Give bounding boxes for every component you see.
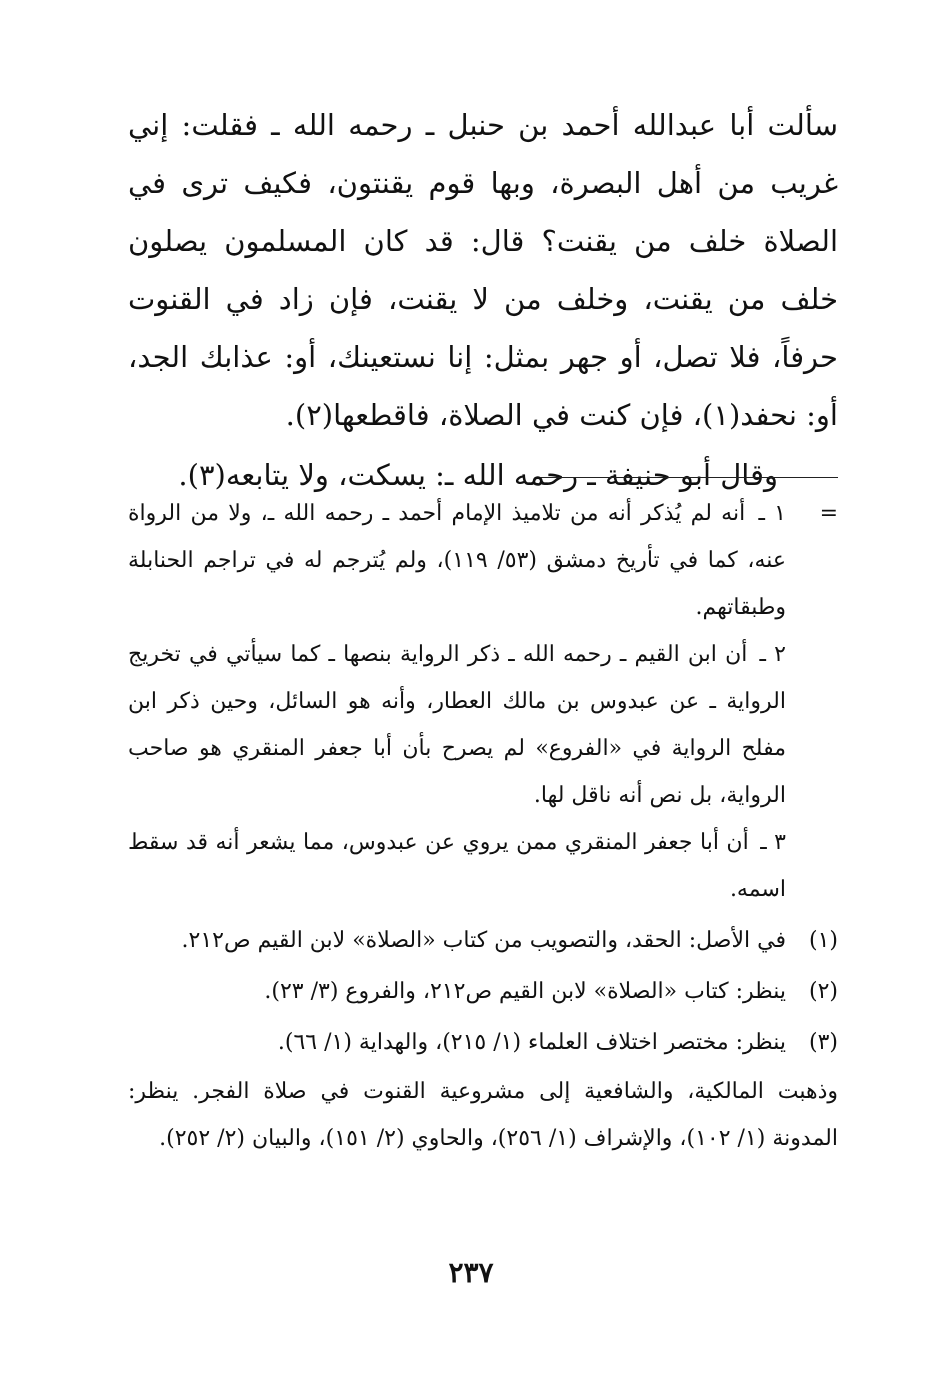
main-paragraph-2: وقال أبو حنيفة ـ رحمه الله ـ: يسكت، ولا يتابعه(٣). xyxy=(178,458,778,492)
main-text xyxy=(128,96,838,504)
continuation-item-text: أن أبا جعفر المنقري ممن يروي عن عبدوس، مما يشعر أنه قد سقط اسمه. xyxy=(128,830,786,902)
footnote-2 xyxy=(128,968,838,1015)
footnote-text: في الأصل: الحقد، والتصويب من كتاب «الصلاة» لابن القيم ص٢١٢. xyxy=(181,928,786,953)
footnote-text: ينظر: كتاب «الصلاة» لابن القيم ص٢١٢، والفروع (٣/ ٢٣). xyxy=(264,979,786,1004)
continuation-item-text: أن ابن القيم ـ رحمه الله ـ ذكر الرواية بنصها ـ كما سيأتي في تخريج الرواية ـ عن عبدوس بن مالك العطار، وأنه هو السائل، وحين ذكر ابن مفلح الرواية في «الفروع» لم يصرح بأن أبا جعفر المنقري هو صاحب الرواية، بل نص أنه ناقل لها. xyxy=(128,642,786,808)
continuation-item-number: ١ ـ xyxy=(758,501,786,526)
continuation-item-number: ٢ ـ xyxy=(759,642,786,667)
footnote-number: (٢) xyxy=(808,979,838,1004)
continuation-item-2 xyxy=(128,631,838,819)
continuation-item-number: ٣ ـ xyxy=(760,830,786,855)
page-number: ٢٣٧ xyxy=(448,1256,494,1289)
continuation-item-1 xyxy=(128,490,838,631)
footnote-1 xyxy=(128,917,838,964)
footnote-3 xyxy=(128,1019,838,1066)
footnote-3-continuation: وذهبت المالكية، والشافعية إلى مشروعية القنوت في صلاة الفجر. ينظر: المدونة (١/ ١٠٢)، والإشراف (١/ ٢٥٦)، والحاوي (٢/ ١٥١)، والبيان (٢/ ٢٥٢). xyxy=(128,1079,838,1151)
footnote-number: (١) xyxy=(808,928,838,953)
continuation-item-3 xyxy=(128,819,838,913)
footnote-number: (٣) xyxy=(808,1030,838,1055)
footnote-text: ينظر: مختصر اختلاف العلماء (١/ ٢١٥)، والهداية (١/ ٦٦). xyxy=(277,1030,786,1055)
footnote-separator xyxy=(540,477,838,478)
continuation-mark: = xyxy=(819,501,838,526)
footnotes-section xyxy=(128,490,838,1162)
main-paragraph-1: سألت أبا عبدالله أحمد بن حنبل ـ رحمه الله ـ فقلت: إني غريب من أهل البصرة، وبها قوم يقنتون، فكيف ترى في الصلاة خلف من يقنت؟ قال: قد كان المسلمون يصلون خلف من يقنت، وخلف من لا يقنت، فإن زاد في القنوت حرفاً، فلا تصل، أو جهر بمثل: إنا نستعينك، أو: عذابك الجد، أو: نحفد(١)، فإن كنت في الصلاة، فاقطعها(٢). xyxy=(128,108,838,432)
continuation-item-text: أنه لم يُذكر أنه من تلاميذ الإمام أحمد ـ رحمه الله ـ، ولا من الرواة عنه، كما في تأريخ دمشق (٥٣/ ١١٩)، ولم يُترجم له في تراجم الحنابلة وطبقاتهم. xyxy=(128,501,787,620)
